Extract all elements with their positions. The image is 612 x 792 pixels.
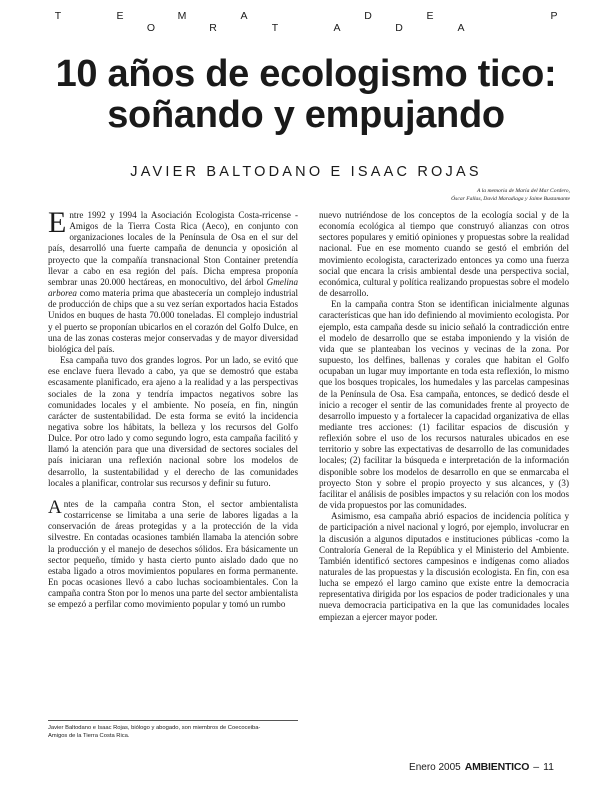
- footnote-divider: [48, 720, 298, 721]
- title-line-2: soñando y empujando: [107, 94, 505, 136]
- paragraph-text: ntre 1992 y 1994 la Asociación Ecologista Costa-rricense - Amigos de la Tierra Costa Rica (Aeco), en conjunto con organizaciones locales de la Península de Osa en el sur del país, desarrolló una fuerte campaña de denuncia y oposición al proyecto que la compañía transnacional Ston Container pretendía llevar a cabo en esa región del país. Dicha empresa proponía sembrar unas 20.000 hectáreas, en monocultivo, del árbol: [48, 210, 298, 287]
- left-column: [48, 206, 298, 610]
- section-letter: T: [54, 10, 62, 22]
- footnote-line-2: Amigos de la Tierra Costa Rica.: [48, 733, 130, 739]
- paragraph: En la campaña contra Ston se identifican inicialmente algunas características que han ido definiendo al movimiento ecologista. Por ejemplo, esta campaña desde su inicio señaló la contradicción entre el modelo de desarrollo que se estaba imponiendo y la visión de vida que se planteaban los vecinos y vecinas de la zona. Por supuesto, los delfines, ballenas y corales que habitan el Golfo ocupaban un lugar muy importante en toda esta reflexión, lo mismo que los bosques tropicales, los humedales y las parcelas campesinas de la Península de Osa. Esa campaña, entonces, se dedicó desde el inicio a recoger el sentir de las comunidades frente al proyecto de desarrollo impuesto y a fortalecer la capacidad organizativa de ellas mediante tres acciones: (1) facilitar espacios de discusión y reflexión sobre el uso de los recursos naturales ubicados en ese territorio y sobre las expectativas de desarrollo de las comunidades locales; (2) facilitar la búsqueda e interpretación de la información disponible sobre los modelos de desarrollo en que se enmarcaba el proyecto Ston y sobre el propio proyecto y sus alcances, y (3) facilitar el análisis de posibles impactos y su relación con los modos de vida propuestos por las comunidades.: [319, 299, 569, 511]
- section-letter: P: [550, 10, 558, 22]
- article-title: [0, 54, 612, 136]
- paragraph: [48, 496, 298, 611]
- section-letter: [275, 10, 337, 22]
- section-letter: A: [333, 22, 341, 34]
- section-letter: E: [426, 10, 434, 22]
- section-letter: O: [146, 22, 156, 34]
- paragraph-text: ntes de la campaña contra Ston, el sector ambientalista costarricense se limitaba a una serie de labores ligadas a la conservación de áreas protegidas y a la protección de la vida silvestre. En contadas ocasiones también llamaba la atención sobre la producción y el manejo de desechos sólidos. Era básicamente un sector pequeño, tímido y hasta cierto punto aislado dado que no estaba ligado a otros movimientos populares en forma permanente. En pocas ocasiones llevó a cabo luchas socioambientales. Con la campaña contra Ston por lo menos una parte del sector ambientalista se empezó a perfilar como movimiento popular y tomó un rumbo: [48, 498, 298, 610]
- author-footnote: [48, 724, 308, 740]
- right-column: [319, 210, 569, 623]
- drop-cap: A: [48, 496, 62, 518]
- section-letter: D: [364, 10, 372, 22]
- dedication-line-1: A la memoria de María del Mar Cordero,: [476, 188, 570, 194]
- dedication-line-2: Óscar Fallas, David Maradiaga y Jaime Bustamante: [451, 196, 570, 202]
- section-letter: D: [395, 22, 403, 34]
- page-separator: –: [533, 761, 540, 773]
- section-letter: M: [177, 10, 187, 22]
- section-letter: R: [209, 22, 217, 34]
- section-letter: E: [116, 10, 124, 22]
- footnote-line-1: Javier Baltodano e Isaac Rojas, biólogo y abogado, son miembros de Coecoceiba-: [48, 725, 261, 731]
- paragraph-text: como materia prima que abastecería un complejo industrial de producción de chips que a su vez serían exportados hacia Estados Unidos en buques de hasta 70.000 toneladas. El complejo industrial y el puerto se proponían ubicarlos en el corazón del Golfo Dulce, en una de las zonas costeras mejor conservadas y de mayor diversidad biológica del país.: [48, 288, 298, 354]
- section-letter: T: [271, 22, 279, 34]
- issue-date: Enero 2005: [409, 761, 461, 773]
- species-name: Gmelina arborea: [48, 276, 298, 299]
- section-letter: A: [240, 10, 248, 22]
- article-authors: JAVIER BALTODANO E ISAAC ROJAS: [130, 164, 482, 180]
- section-letter: [461, 10, 523, 22]
- paragraph: Esa campaña tuvo dos grandes logros. Por un lado, se evitó que ese enclave fuera llevado a cabo, ya que se demostró que estaba escasamente planificado, era ajeno a la realidad y a las perspectivas sociales de la zona y tendría impactos negativos sobre las comunidades locales y el ambiente. No poseía, en fin, ningún carácter de sustentabilidad. De esta forma se evitó la incidencia negativa sobre los hábitats, la belleza y los recursos del Golfo Dulce. Por otro lado y como segundo logro, esta campaña facilitó y llamó la atención para que una diversidad de sectores sociales del país iniciaran una reflexión nacional sobre los modelos de desarrollo, la sustentabilidad y el derecho de las comunidades locales a planificar, controlar sus recursos y definir su futuro.: [48, 355, 298, 488]
- dedication: [330, 187, 570, 203]
- page-footer: [409, 761, 554, 773]
- magazine-logo: AMBIENTICO: [464, 761, 530, 773]
- section-label: [0, 10, 612, 34]
- drop-cap: E: [48, 206, 67, 239]
- title-line-1: 10 años de ecologismo tico:: [55, 53, 557, 95]
- paragraph: Asimismo, esa campaña abrió espacios de incidencia política y de participación a nivel nacional y logró, por ejemplo, involucrar en la discusión a algunos diputados e instituciones públicas -como la Contraloría General de la República y el Ministerio del Ambiente. También identificó sectores campesinos e indígenas como aliados naturales de las propuestas y la discusión ecologista. En fin, con esa lucha se empezó el largo camino que existe entre la democracia representativa dirigida por los espacios de poder tradicionales y una nueva democracia participativa en la que las comunidades locales empiezan a ejercer mayor poder.: [319, 511, 569, 622]
- section-letter: A: [457, 22, 465, 34]
- paragraph: nuevo nutriéndose de los conceptos de la ecología social y de la economía ecológica al tiempo que construyó alianzas con otros sectores populares y emitió opiniones y propuestas sobre la realidad nacional. Fue en ese momento cuando se gestó el embrión del movimiento ecologista, caracterizado entonces ya como una fuerza social que encara la crisis ambiental desde una perspectiva social, económica, cultural y política realizando propuestas sobre el modelo de desarrollo.: [319, 210, 569, 299]
- page-number: 11: [543, 761, 554, 773]
- paragraph: [48, 206, 298, 355]
